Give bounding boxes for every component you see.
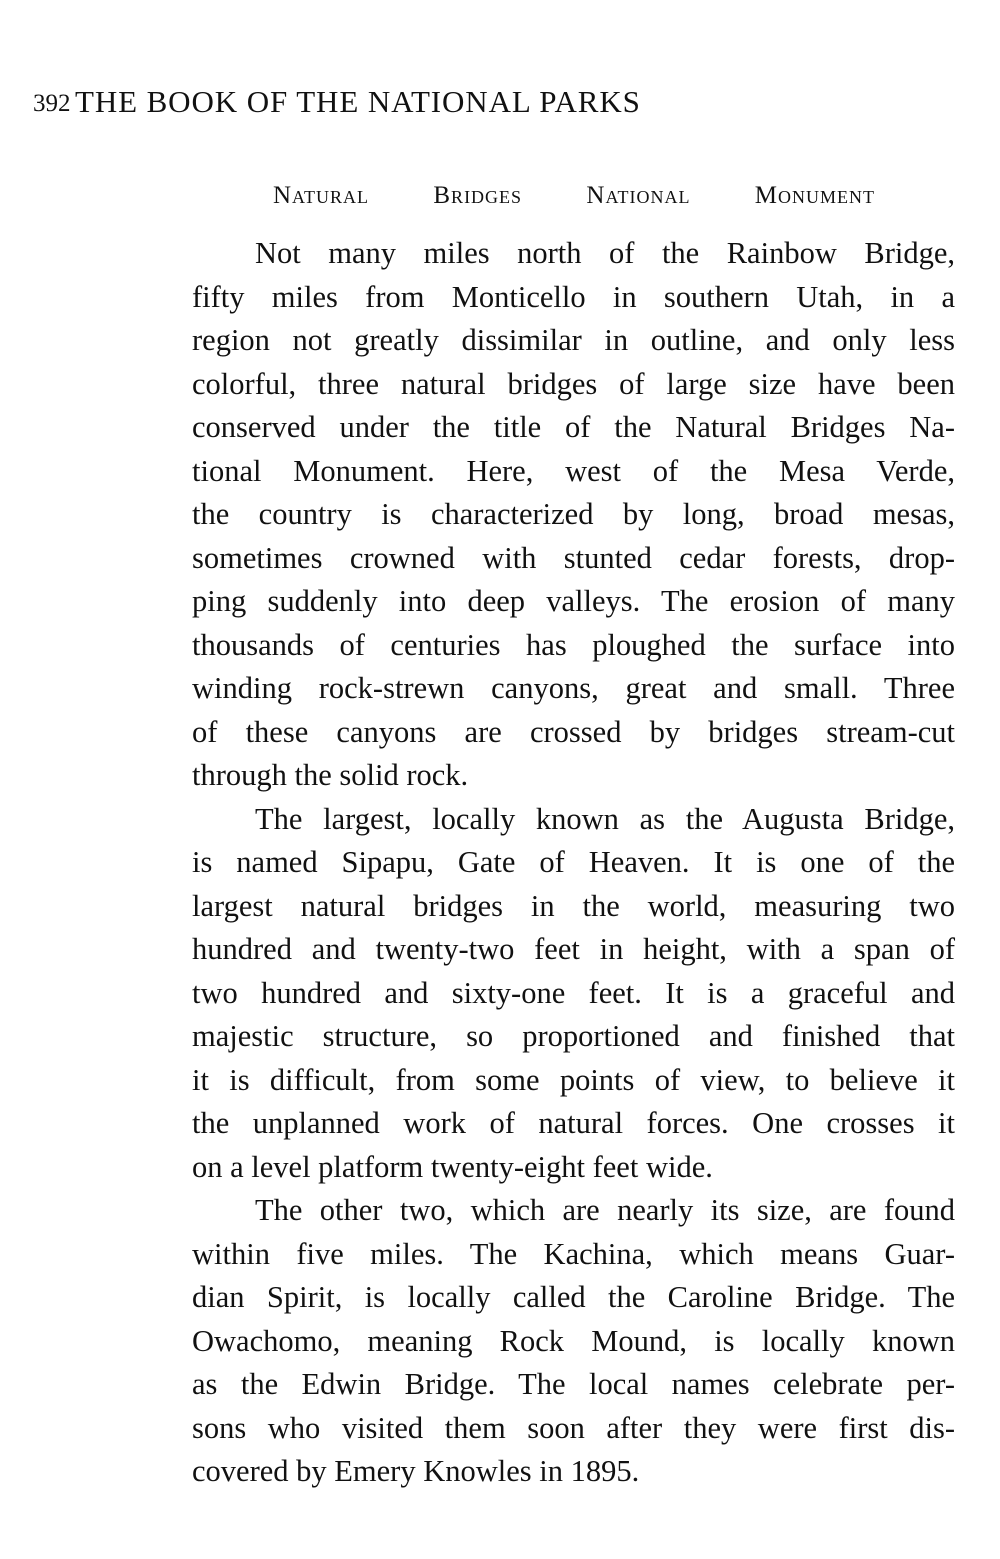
text-line: ping suddenly into deep valleys. The erosion of many (192, 584, 955, 618)
text-line: through the solid rock. (192, 758, 469, 792)
text-line: two hundred and sixty-one feet. It is a graceful and (192, 975, 955, 1010)
text-line: tional Monument. Here, west of the Mesa Verde, (192, 453, 955, 488)
paragraph (192, 798, 955, 1190)
text-line: of these canyons are crossed by bridges stream-cut (192, 714, 955, 749)
text-line: fifty miles from Monticello in southern Utah, in a (192, 279, 955, 314)
text-line: is named Sipapu, Gate of Heaven. It is one of the (192, 845, 955, 879)
text-line: largest natural bridges in the world, measuring two (192, 888, 955, 923)
section-heading: Natural Bridges National Monument (273, 182, 875, 209)
text-line: region not greatly dissimilar in outline, and only less (192, 323, 955, 357)
text-line: The other two, which are nearly its size, are found (255, 1193, 955, 1227)
text-line: sometimes crowned with stunted cedar forests, drop- (192, 540, 955, 575)
text-line: dian Spirit, is locally called the Caroline Bridge. The (192, 1280, 955, 1314)
page-number: 392 (33, 90, 71, 117)
text-line: The largest, locally known as the Augusta Bridge, (255, 801, 955, 836)
text-line: colorful, three natural bridges of large size have been (192, 366, 955, 401)
text-line: thousands of centuries has ploughed the surface into (192, 627, 955, 662)
text-line: hundred and twenty-two feet in height, with a span of (192, 932, 955, 966)
running-title: THE BOOK OF THE NATIONAL PARKS (75, 84, 641, 119)
text-line: as the Edwin Bridge. The local names celebrate per- (192, 1367, 955, 1401)
text-line: conserved under the title of the Natural Bridges Na- (192, 410, 955, 444)
text-line: sons who visited them soon after they were first dis- (192, 1410, 955, 1445)
running-head (33, 84, 933, 124)
text-line: winding rock-strewn canyons, great and small. Three (192, 671, 955, 705)
text-line: within five miles. The Kachina, which means Guar- (192, 1236, 955, 1271)
text-line: covered by Emery Knowles in 1895. (192, 1454, 640, 1488)
text-line: majestic structure, so proportioned and finished that (192, 1019, 955, 1053)
text-line: Not many miles north of the Rainbow Bridge, (255, 236, 955, 270)
text-line: on a level platform twenty-eight feet wide. (192, 1149, 713, 1184)
text-line: the unplanned work of natural forces. One crosses it (192, 1106, 955, 1140)
text-line: the country is characterized by long, broad mesas, (192, 497, 955, 531)
text-line: it is difficult, from some points of view, to believe it (192, 1062, 955, 1097)
paragraph (192, 232, 955, 798)
paragraph (192, 1189, 955, 1494)
text-line: Owachomo, meaning Rock Mound, is locally known (192, 1323, 955, 1358)
body-text (192, 232, 955, 1494)
